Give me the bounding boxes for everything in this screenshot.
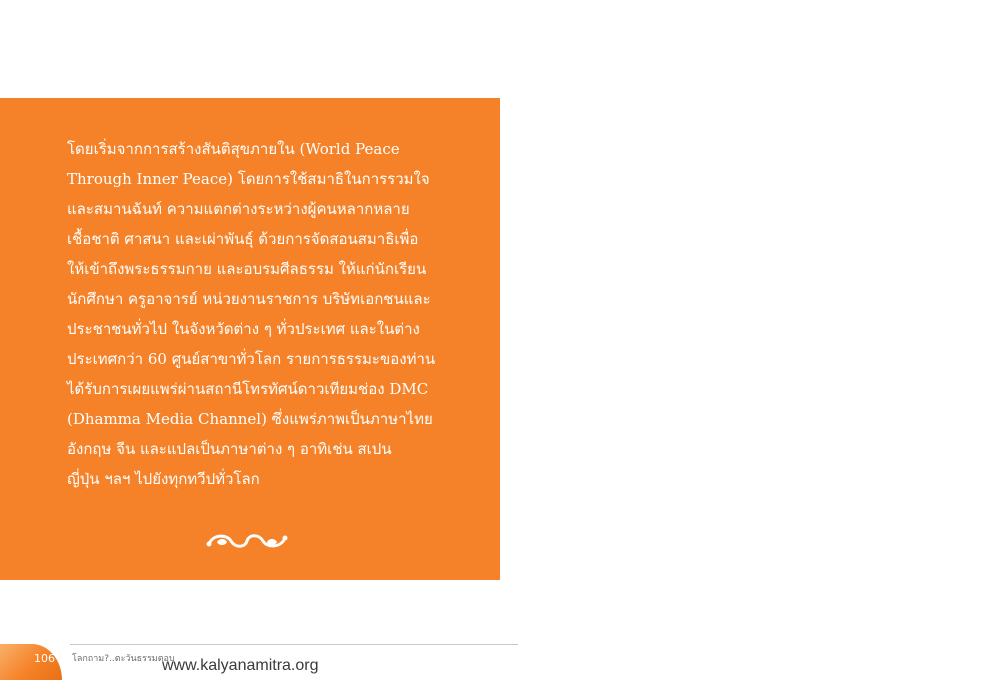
body-line: ให้เข้าถึงพระธรรมกาย และอบรมศีลธรรม ให้แก่นักเรียน (67, 260, 427, 278)
body-line: ได้รับการเผยแพร่ผ่านสถานีโทรทัศน์ดาวเทียมช่อง DMC (67, 380, 429, 398)
body-line: ประเทศกว่า 60 ศูนย์สาขาทั่วโลก รายการธรรมะของท่าน (67, 350, 436, 368)
body-paragraph (67, 134, 436, 494)
footer-rule (70, 644, 518, 645)
body-line: นักศึกษา ครูอาจารย์ หน่วยงานราชการ บริษัทเอกชนและ (67, 290, 431, 308)
page-number: 106 (34, 652, 55, 665)
running-title: โลกถาม?..ตะวันธรรมตอบ (72, 654, 175, 664)
watermark-url: www.kalyanamitra.org (162, 657, 319, 674)
body-line: ญี่ปุ่น ฯลฯ ไปยังทุกทวีปทั่วโลก (67, 470, 260, 488)
body-line: อังกฤษ จีน และแปลเป็นภาษาต่าง ๆ อาทิเช่น สเปน (67, 440, 392, 458)
body-line: (Dhamma Media Channel) ซึ่งแพร่ภาพเป็นภาษาไทย (67, 410, 433, 428)
body-line: เชื้อชาติ ศาสนา และเผ่าพันธุ์ ด้วยการจัดสอนสมาธิเพื่อ (67, 230, 419, 248)
flourish-ornament-icon (205, 528, 289, 554)
body-line: ประชาชนทั่วไป ในจังหวัดต่าง ๆ ทั่วประเทศ และในต่าง (67, 320, 420, 338)
body-line: และสมานฉันท์ ความแตกต่างระหว่างผู้คนหลากหลาย (67, 200, 410, 218)
orange-text-panel (0, 98, 500, 580)
body-line: โดยเริ่มจากการสร้างสันติสุขภายใน (World Peace (67, 140, 400, 158)
body-line: Through Inner Peace) โดยการใช้สมาธิในการรวมใจ (67, 170, 430, 188)
